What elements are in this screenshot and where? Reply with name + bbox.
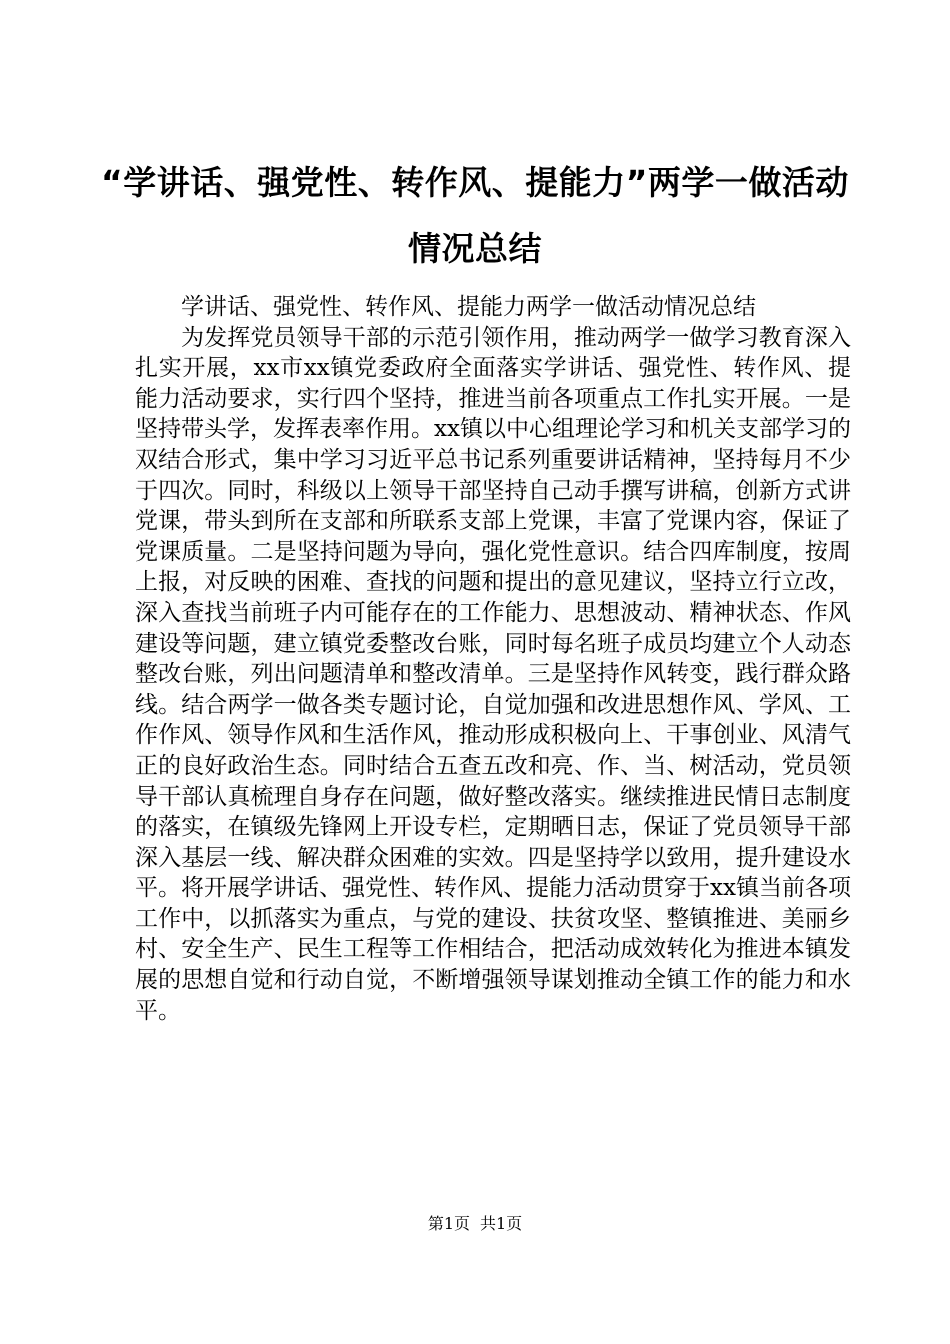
page-number-total: 共1页 bbox=[480, 1214, 523, 1233]
document-body bbox=[135, 292, 851, 1026]
page-footer bbox=[0, 1214, 950, 1234]
document-title: “学讲话、强党性、转作风、提能力”两学一做活动情况总结 bbox=[101, 163, 849, 268]
body-paragraph: 为发挥党员领导干部的示范引领作用，推动两学一做学习教育深入扎实开展，xx市xx镇党委政府全面落实学讲话、强党性、转作风、提能力活动要求，实行四个坚持，推进当前各项重点工作扎实开展。一是坚持带头学，发挥表率作用。xx镇以中心组理论学习和机关支部学习的双结合形式，集中学习习近平总书记系列重要讲话精神，坚持每月不少于四次。同时，科级以上领导干部坚持自己动手撰写讲稿，创新方式讲党课，带头到所在支部和所联系支部上党课，丰富了党课内容，保证了党课质量。二是坚持问题为导向，强化党性意识。结合四库制度，按周上报，对反映的困难、查找的问题和提出的意见建议，坚持立行立改，深入查找当前班子内可能存在的工作能力、思想波动、精神状态、作风建设等问题，建立镇党委整改台账，同时每名班子成员均建立个人动态整改台账，列出问题清单和整改清单。三是坚持作风转变，践行群众路线。结合两学一做各类专题讨论，自觉加强和改进思想作风、学风、工作作风、领导作风和生活作风，推动形成积极向上、干事创业、风清气正的良好政治生态。同时结合五查五改和亮、作、当、树活动，党员领导干部认真梳理自身存在问题，做好整改落实。继续推进民情日志制度的落实，在镇级先锋网上开设专栏，定期晒日志，保证了党员领导干部深入基层一线、解决群众困难的实效。四是坚持学以致用，提升建设水平。将开展学讲话、强党性、转作风、提能力活动贯穿于xx镇当前各项工作中，以抓落实为重点，与党的建设、扶贫攻坚、整镇推进、美丽乡村、安全生产、民生工程等工作相结合，把活动成效转化为推进本镇发展的思想自觉和行动自觉，不断增强领导谋划推动全镇工作的能力和水平。 bbox=[135, 324, 851, 1024]
subtitle-paragraph: 学讲话、强党性、转作风、提能力两学一做活动情况总结 bbox=[181, 294, 756, 320]
page-number-current: 第1页 bbox=[427, 1214, 470, 1233]
